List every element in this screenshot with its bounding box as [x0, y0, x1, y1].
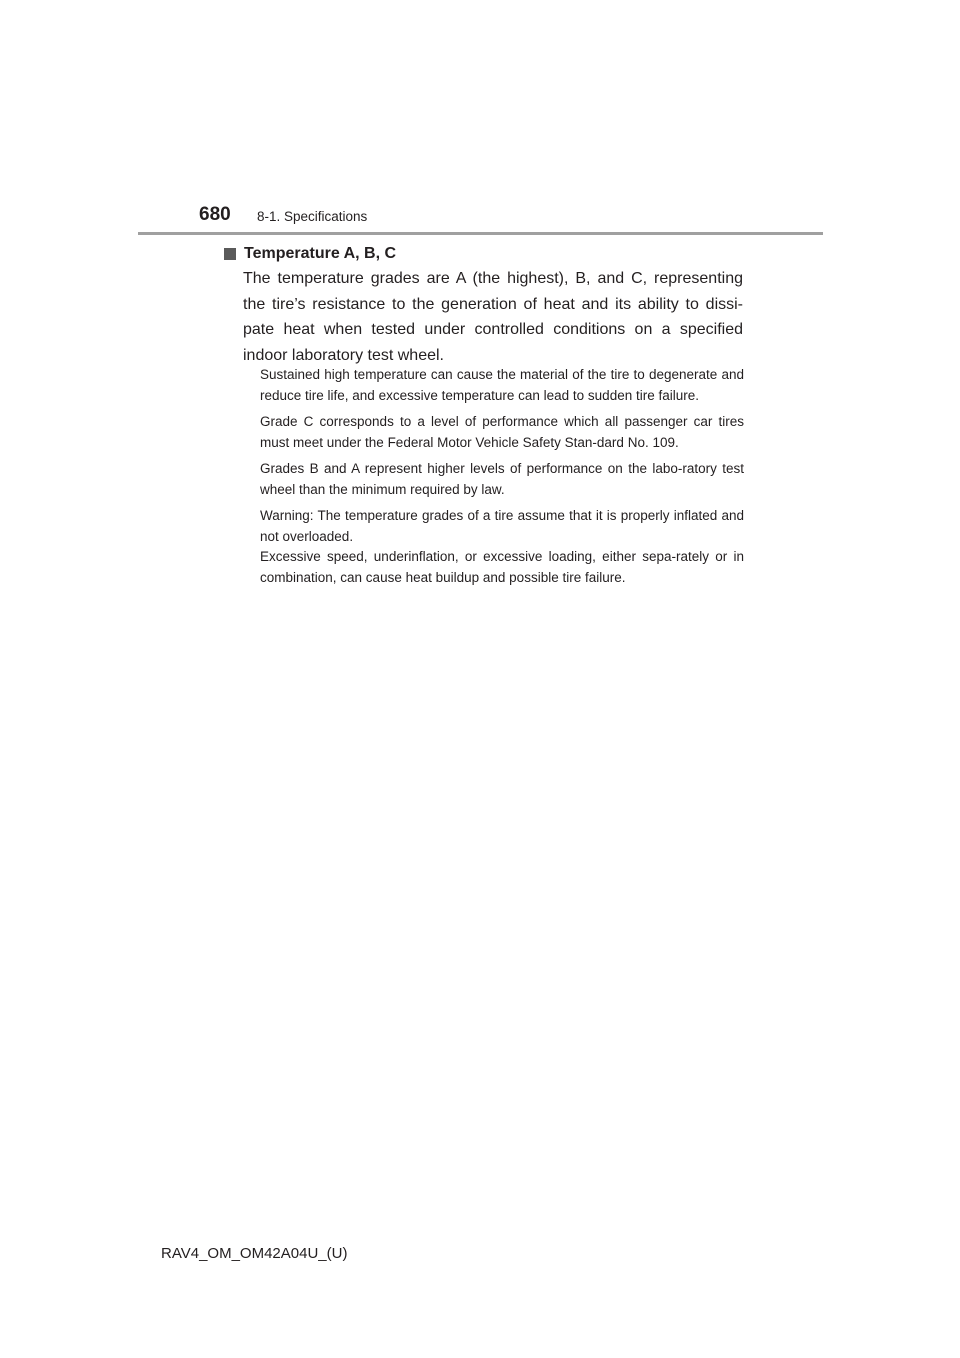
- section-label: 8-1. Specifications: [257, 209, 368, 224]
- notes-block: [260, 365, 744, 594]
- note-paragraph: Sustained high temperature can cause the material of the tire to degenerate and reduce tire life, and excessive temperature can lead to sudden tire failure.: [260, 367, 744, 403]
- footer-doc-code: RAV4_OM_OM42A04U_(U): [161, 1245, 348, 1262]
- section-heading-text: Temperature A, B, C: [244, 245, 397, 262]
- header-rule: [138, 232, 823, 235]
- intro-paragraph: The temperature grades are A (the highest), B, and C, representing the tire’s resistance to the generation of heat and its ability to dissi-pate heat when tested under controlled conditions on a specified indoor laboratory test wheel.: [243, 270, 743, 364]
- section-heading: [224, 243, 396, 265]
- warning-paragraph: Warning: The temperature grades of a tire assume that it is properly inflated and not overloaded.: [260, 508, 744, 544]
- page-number: 680: [199, 204, 231, 225]
- square-bullet-icon: [224, 248, 236, 260]
- note-paragraph: Grades B and A represent higher levels of performance on the labo-ratory test wheel than the minimum required by law.: [260, 461, 744, 497]
- note-paragraph: Grade C corresponds to a level of performance which all passenger car tires must meet under the Federal Motor Vehicle Safety Stan-dard No. 109.: [260, 414, 744, 450]
- note-paragraph: Excessive speed, underinflation, or excessive loading, either sepa-rately or in combination, can cause heat buildup and possible tire failure.: [260, 549, 744, 585]
